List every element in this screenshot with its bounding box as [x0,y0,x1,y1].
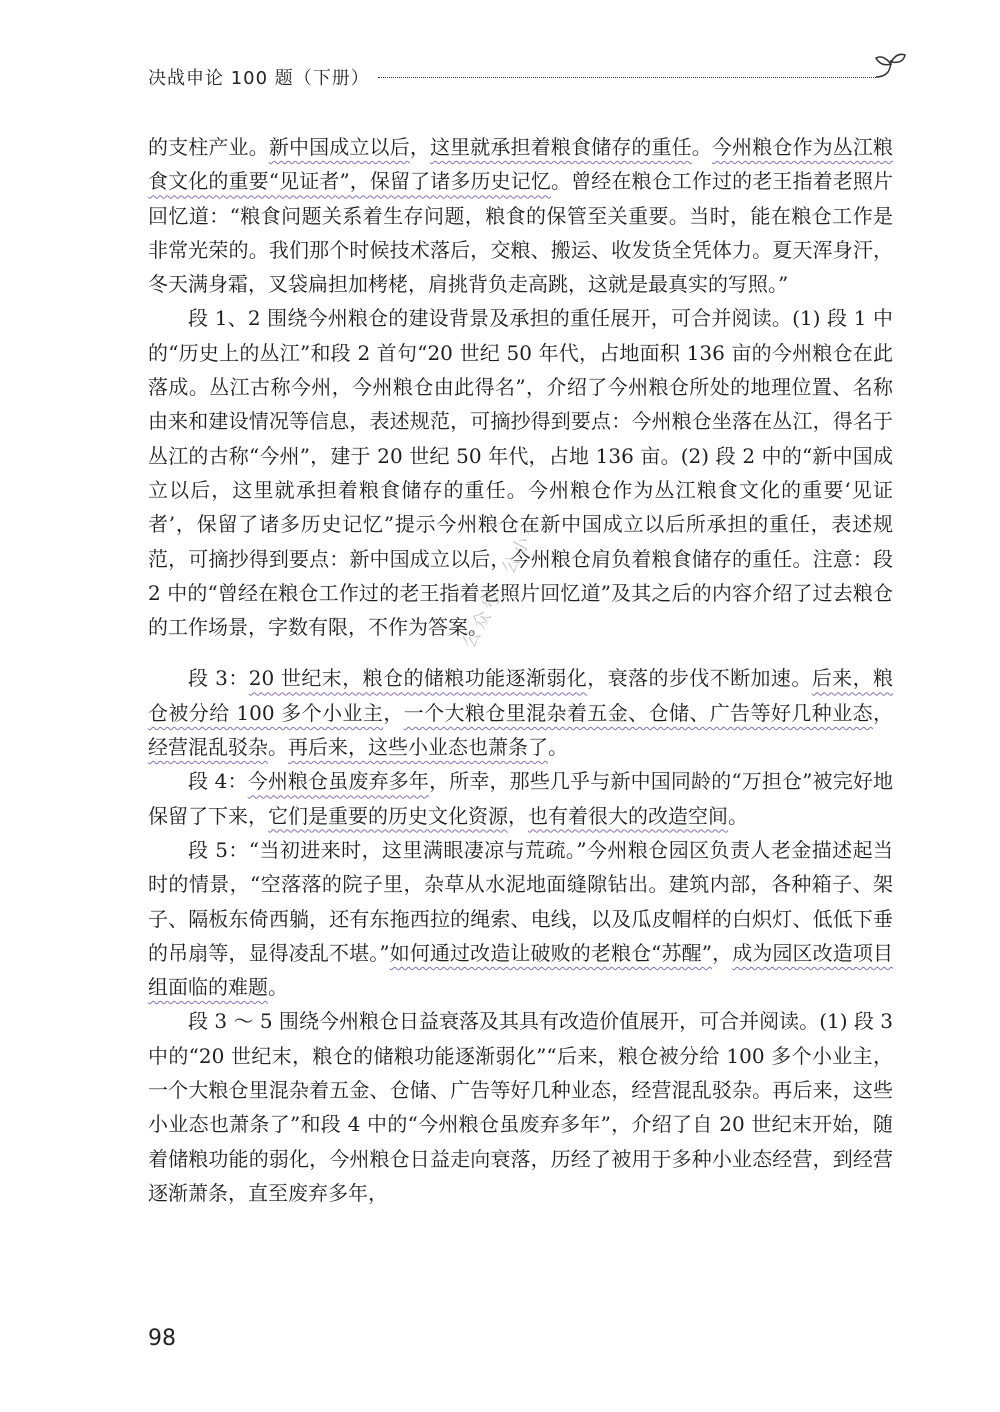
header-dotted-rule [378,77,876,78]
paragraph [148,130,893,301]
underlined-phrase: 新中国成立以后 [268,135,410,159]
text-run: ， [383,700,404,725]
underlined-phrase: 后来，粮仓被分给 100 多个小业主 [148,666,894,725]
underlined-phrase: 成为园区改造项目组面临的难题 [148,940,894,1000]
text-run: 段 4： [188,769,248,794]
book-title: 决战申论 100 题（下册） [148,68,370,89]
text-run: ， [711,940,733,965]
underlined-phrase: 它们是重要的历史文化资源 [268,803,508,828]
page-number: 98 [148,1326,176,1351]
text-run: ， [508,803,528,828]
underlined-phrase: 20 世纪末，粮仓的储粮功能逐渐弱化 [248,666,588,691]
sprout-icon [870,48,910,88]
text-run: 的支柱产业。 [148,135,269,159]
text-run: 段 5：“当初进来时，这里满眼凄凉与荒疏。”今州粮仓园区负责人老金描述起当时的情景，“空落落的院子里，杂草从水泥地面缝隙钻出。建筑内部，各种箱子、架子、隔板东倚西躺，还有东拖西拉的绳索、电线，以及瓜皮帽样的白炽灯、低低下垂的吊扇等，显得凌乱不堪。” [148,837,893,965]
text-run: 。 [548,735,568,760]
text-run: ，衰落的步伐不断加速。 [587,666,812,691]
body-text [148,130,893,1210]
paragraph [148,301,893,644]
text-run: ，所幸，那些几乎与新中国同龄的“万担仓”被完好地保留了下来， [148,769,894,828]
text-run: ， [873,700,894,725]
text-run: 。 [691,135,712,159]
underlined-phrase: 今州粮仓作为丛江粮食文化的重要“见证者”，保留了诸多历史记忆 [148,135,894,194]
underlined-phrase: 今州粮仓虽废弃多年 [247,769,430,794]
text-run: 段 3 ～ 5 围绕今州粮仓日益衰落及其具有改造价值展开，可合并阅读。(1) 段 3 中的“20 世纪末，粮仓的储粮功能逐渐弱化”“后来，粮仓被分给 100 多个小业主，一个大粮仓里混杂着五金、仓储、广告等好几种业态，经营混乱驳杂。再后来，这些小业态也萧条了”和段 4 中的“今州粮仓虽废弃多年”，介绍了自 20 世纪末开始，随着储粮功能的弱化，今州粮仓日益走向衰落，历经了被用于多种小业态经营，到经营逐渐萧条，直至废弃多年， [148,1009,893,1205]
text-run: 。 [728,803,748,828]
watermark-text: 公众号：公小小 [458,512,547,652]
text-run: ， [409,135,430,159]
paragraph [148,661,893,764]
running-header [148,62,900,92]
text-run: 。 [268,735,288,760]
text-run: 。 [268,975,288,1000]
text-run: 段 1、2 围绕今州粮仓的建设背景及承担的重任展开，可合并阅读。(1) 段 1 中的“历史上的丛江”和段 2 首句“20 世纪 50 年代，占地面积 136 亩的今州粮仓在此落成。丛江古称今州，今州粮仓由此得名”，介绍了今州粮仓所处的地理位置、名称由来和建设情况等信息，表述规范，可摘抄得到要点：今州粮仓坐落在丛江，得名于丛江的古称“今州”，建于 20 世纪 50 年代，占地 136 亩。(2) 段 2 中的“新中国成立以后，这里就承担着粮食储存的重任。今州粮仓作为丛江粮食文化的重要‘见证者’，保留了诸多历史记忆”提示今州粮仓在新中国成立以后所承担的重任，表述规范，可摘抄得到要点：新中国成立以后，今州粮仓肩负着粮食储存的重任。注意：段 2 中的“曾经在粮仓工作过的老王指着老照片回忆道”及其之后的内容介绍了过去粮仓的工作场景，字数有限，不作为答案。 [148,306,893,640]
underlined-phrase: 这里就承担着粮食储存的重任 [429,135,692,159]
underlined-phrase: 也有着很大的改造空间 [528,803,728,828]
paragraph [148,1004,893,1210]
underlined-phrase: 再后来，这些小业态也萧条了 [288,735,548,760]
text-run: 段 3： [188,666,249,691]
paragraph [148,833,893,1004]
underlined-phrase: 经营混乱驳杂 [148,735,268,760]
underlined-phrase: 如何通过改造让破败的老粮仓“苏醒” [389,940,712,965]
paragraph [148,764,893,833]
text-run: 。曾经在粮仓工作过的老王指着老照片回忆道：“粮食问题关系着生存问题，粮食的保管至关重要。当时，能在粮仓工作是非常光荣的。我们那个时候技术落后，交粮、搬运、收发货全凭体力。夏天浑身汗，冬天满身霜，叉袋扁担加栲栳，肩挑背负走高跳，这就是最真实的写照。” [148,169,893,297]
underlined-phrase: 一个大粮仓里混杂着五金、仓储、广告等好几种业态 [403,700,874,725]
